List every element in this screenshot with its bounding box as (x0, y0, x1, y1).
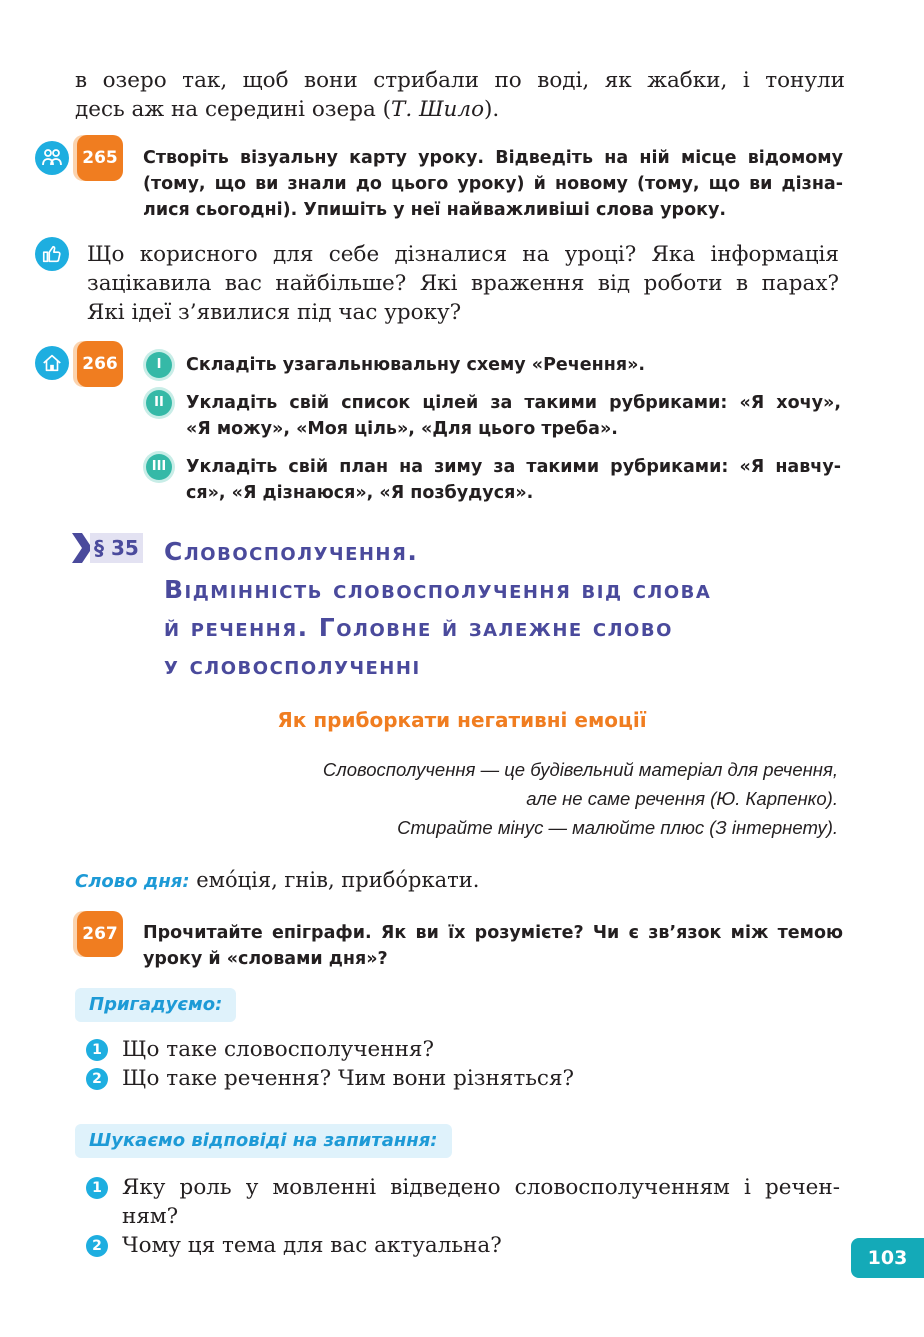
word-of-day (75, 866, 479, 897)
exercise-267-line: Прочитайте епіграфи. Як ви їх розумієте? Чи є зв’язок між темою (143, 923, 843, 943)
paragraph-marker (72, 533, 148, 563)
epigraphs (323, 755, 838, 842)
exercise-265-line: Створіть візуальну карту уроку. Відведіть на ній місце відомому (143, 148, 843, 168)
search-item-2-text: Чому ця тема для вас актуальна? (122, 1233, 502, 1258)
search-item-2-number: 2 (86, 1235, 108, 1257)
exercise-266-task-2 (186, 390, 841, 442)
paragraph-label: § 35 (90, 533, 143, 563)
task-line: ся», «Я дізнаюся», «Я позбудуся». (186, 483, 534, 503)
task-line: Укладіть свій список цілей за такими рубриками: «Я хочу», (186, 393, 841, 413)
group-work-icon (35, 141, 69, 175)
search-item-1-number: 1 (86, 1177, 108, 1199)
recall-item-2-number: 2 (86, 1068, 108, 1090)
title-line: й речення. Головне й залежне слово (164, 613, 673, 642)
epigraph-line: Стирайте мінус — малюйте плюс (З інтернету). (397, 817, 838, 838)
exercise-267-line: уроку й «словами дня»? (143, 949, 388, 969)
intro-line-2-text: десь аж на середині озера ( (75, 97, 392, 122)
thumbs-up-icon (35, 237, 69, 271)
exercise-267-text (143, 920, 843, 972)
intro-line-2-end: ). (484, 97, 500, 122)
task-line: «Я можу», «Моя ціль», «Для цього треба». (186, 419, 618, 439)
page-number: 103 (851, 1238, 924, 1278)
epigraph-line: Словосполучення — це будівельний матеріал для речення, (322, 759, 838, 780)
task-line: Укладіть свій план на зиму за такими рубриками: «Я навчу- (186, 457, 841, 477)
exercise-265-text (143, 145, 843, 223)
exercise-265-badge: 265 (77, 135, 123, 181)
epigraph-line: але не саме речення (Ю. Карпенко). (526, 788, 838, 809)
intro-line-2 (75, 95, 845, 124)
reflection-line: Що корисного для себе дізналися на уроці? Яка інформація (87, 242, 839, 267)
reflection-line: зацікавила вас найбільше? Які враження від роботи в парах? (87, 271, 839, 296)
title-line: Відмінність словосполучення від слова (164, 575, 712, 604)
level-2-marker: II (146, 390, 172, 416)
reflection-line: Які ідеї з’явилися під час уроку? (87, 300, 462, 325)
paragraph-subtitle: Як приборкати негативні емоції (277, 708, 647, 732)
search-label: Шукаємо відповіді на запитання: (75, 1124, 452, 1158)
level-3-marker: III (146, 454, 172, 480)
exercise-266-task-1 (186, 352, 841, 378)
intro-author: Т. Шило (391, 97, 485, 122)
task-line: Складіть узагальнювальну схему «Речення». (186, 355, 646, 375)
intro-text (75, 66, 845, 124)
word-of-day-label: Слово дня: (75, 871, 190, 892)
home-icon (35, 346, 69, 380)
level-1-marker: I (146, 352, 172, 378)
recall-label: Пригадуємо: (75, 988, 236, 1022)
recall-item-1-number: 1 (86, 1039, 108, 1061)
exercise-265-line: (тому, що ви знали до цього уроку) й новому (тому, що ви дізна- (143, 174, 843, 194)
title-line: Словосполучення. (164, 537, 419, 566)
word-of-day-text: емо́ція, гнів, прибо́ркати. (189, 868, 480, 892)
search-item-line: ням? (122, 1204, 179, 1229)
exercise-265-line: лися сьогодні). Упишіть у неї найважливіші слова уроку. (143, 200, 727, 220)
search-item-line: Яку роль у мовленні відведено словосполученням і речен- (122, 1175, 840, 1200)
search-item-1-text (122, 1173, 840, 1231)
exercise-267-badge: 267 (77, 911, 123, 957)
intro-line-1: в озеро так, щоб вони стрибали по воді, як жабки, і тонули (75, 68, 845, 93)
recall-item-1-text: Що таке словосполучення? (122, 1037, 435, 1062)
chevron-right-icon (72, 533, 92, 563)
exercise-266-task-3 (186, 454, 841, 506)
paragraph-title (164, 533, 844, 685)
recall-item-2-text: Що таке речення? Чим вони різняться? (122, 1066, 575, 1091)
title-line: у словосполученні (164, 651, 421, 680)
reflection-text (87, 240, 839, 327)
exercise-266-badge: 266 (77, 341, 123, 387)
